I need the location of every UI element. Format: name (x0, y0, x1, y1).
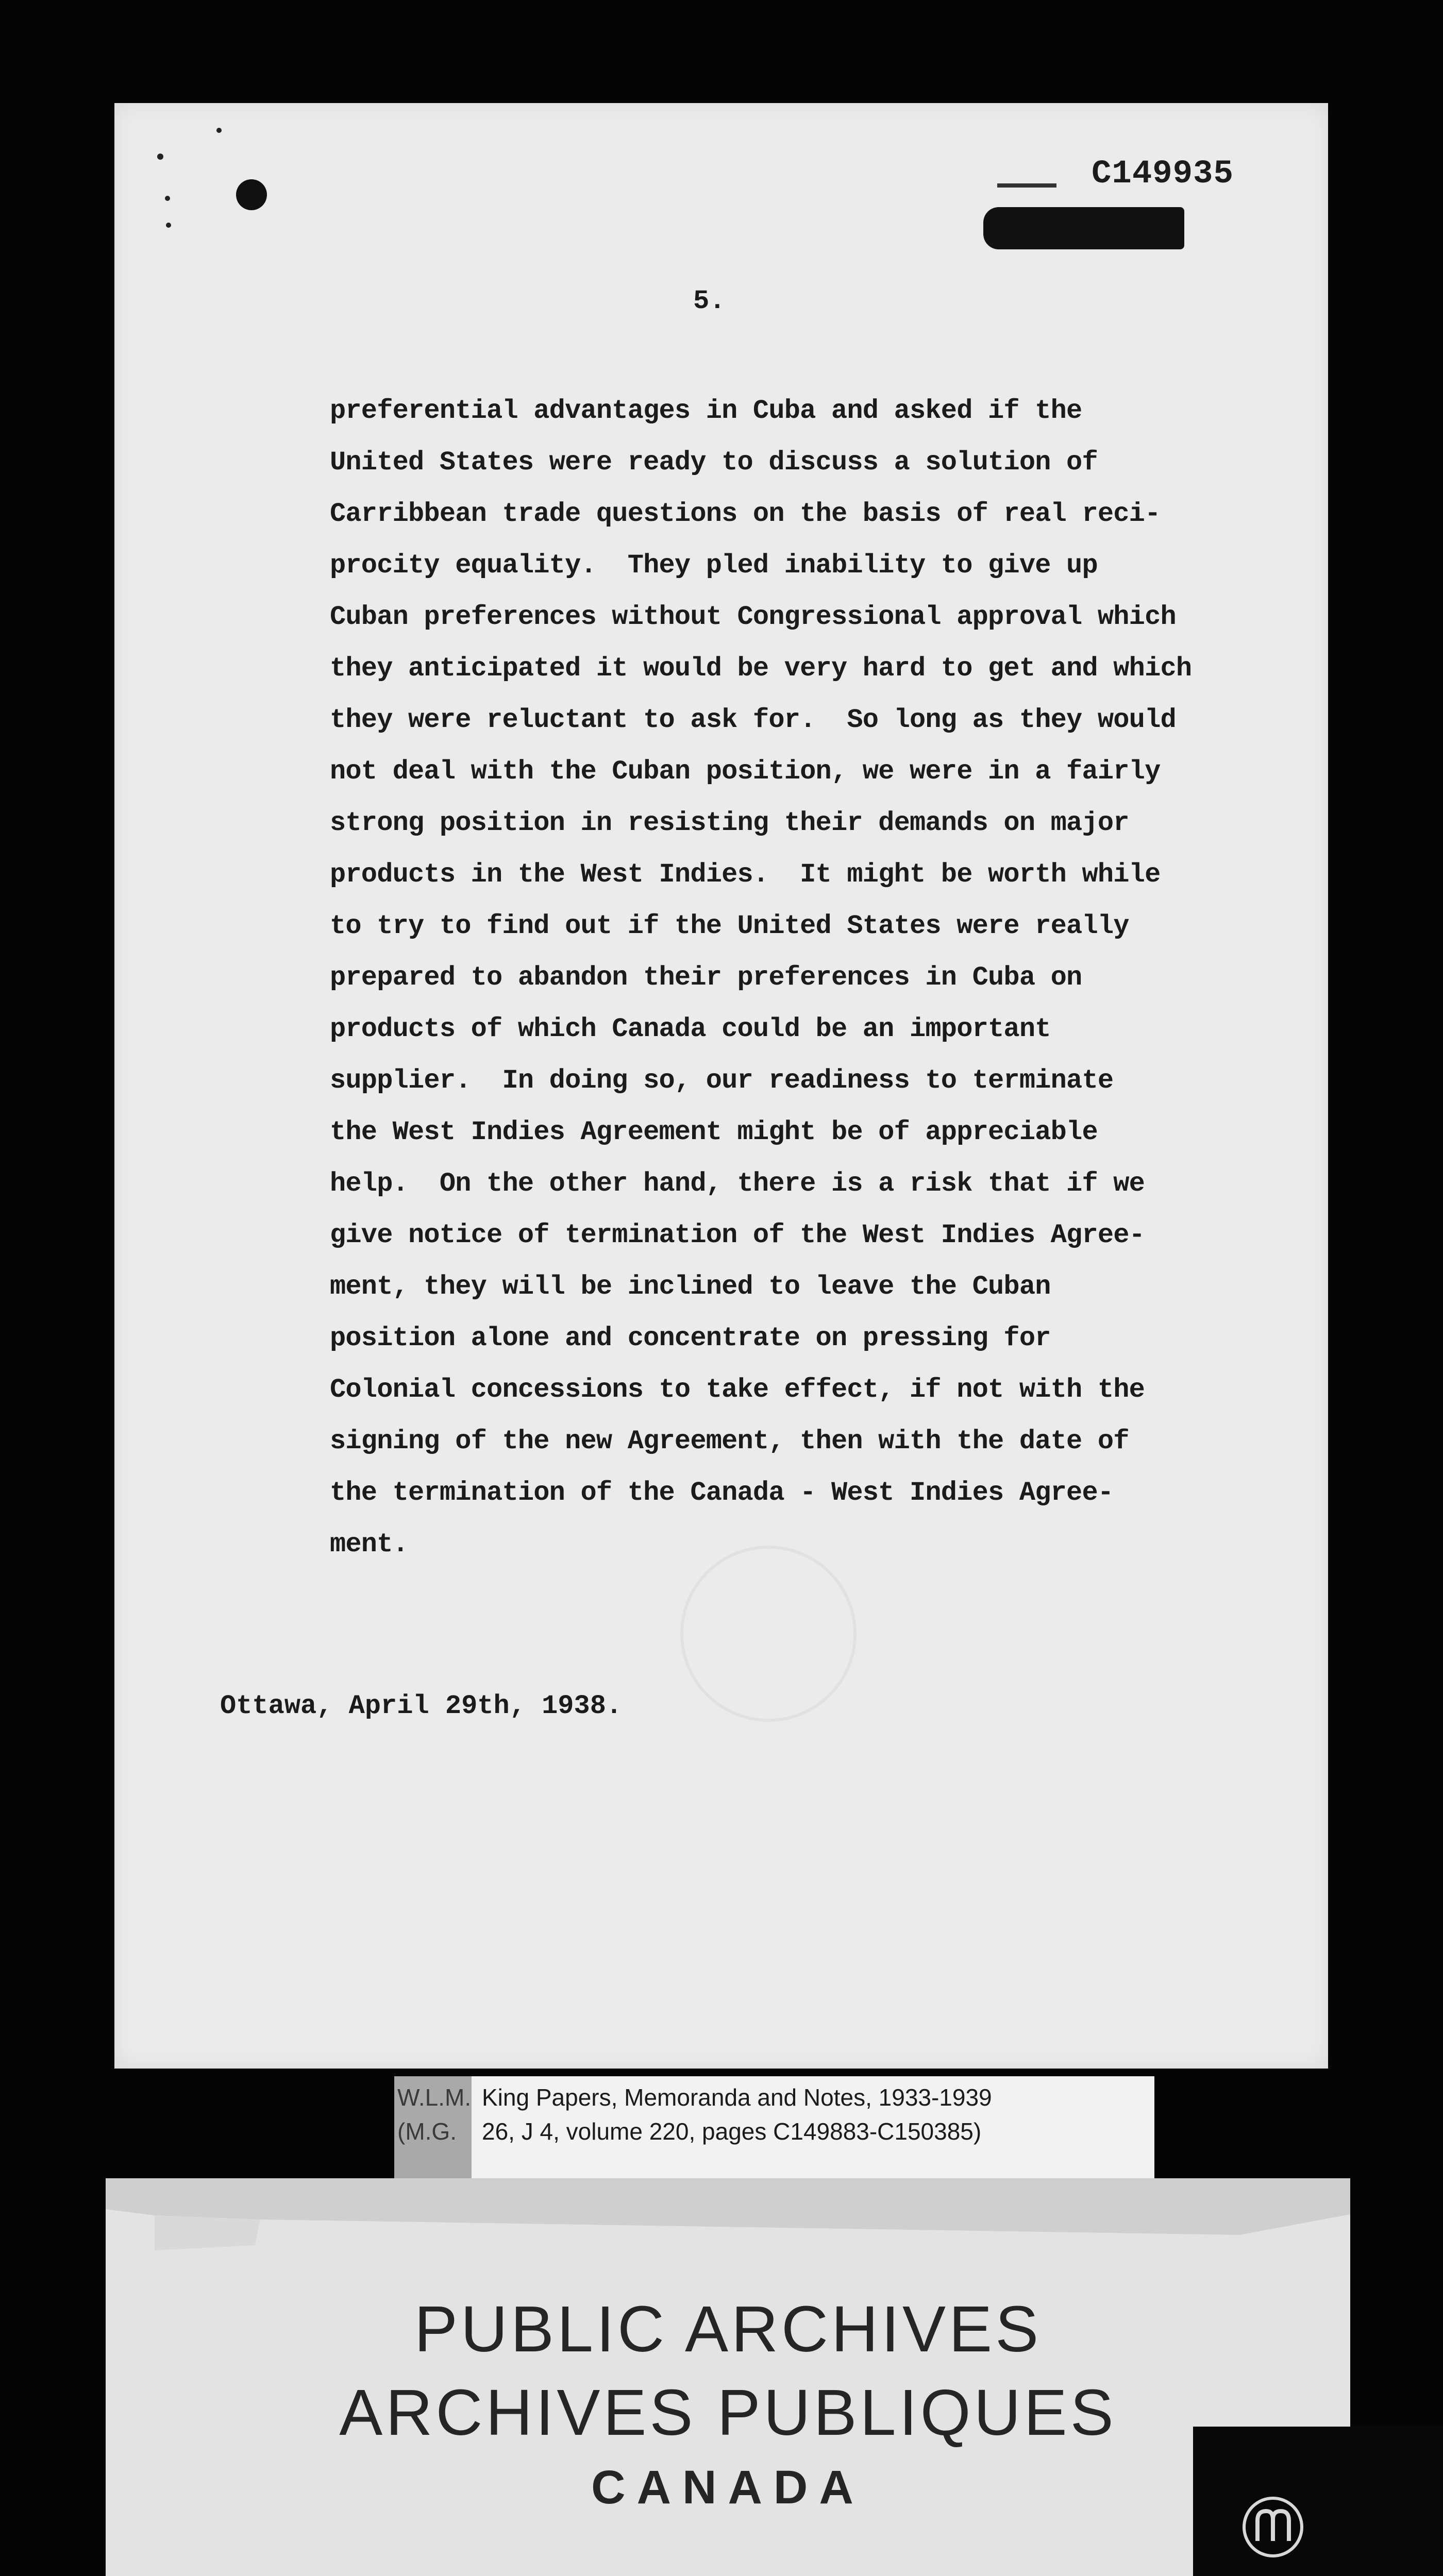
number-dash (997, 183, 1056, 188)
document-number: C149935 (1092, 156, 1234, 193)
body-line: give notice of termination of the West Indies Agree- (330, 1220, 1145, 1250)
body-line: position alone and concentrate on pressing for (330, 1323, 1051, 1353)
body-line: prepared to abandon their preferences in Cuba on (330, 962, 1082, 993)
card-folded-edge (106, 2178, 1350, 2261)
body-line: ment. (330, 1529, 409, 1560)
paper-speck (165, 196, 170, 201)
body-line: they anticipated it would be very hard to get and which (330, 653, 1192, 684)
archives-card (106, 2178, 1350, 2576)
paper-speck (216, 128, 222, 133)
body-line: United States were ready to discuss a solution of (330, 447, 1098, 478)
body-line: they were reluctant to ask for. So long as they would (330, 705, 1176, 735)
memo-body (330, 385, 1206, 1570)
body-line: to try to find out if the United States were really (330, 911, 1129, 941)
card-heading-en: PUBLIC ARCHIVES (414, 2293, 1042, 2365)
body-line: supplier. In doing so, our readiness to terminate (330, 1065, 1114, 1096)
archives-canada-logo-icon (1239, 2494, 1306, 2561)
body-line: Cuban preferences without Congressional approval which (330, 602, 1176, 632)
body-line: preferential advantages in Cuba and asked if the (330, 396, 1082, 426)
body-line: the West Indies Agreement might be of appreciable (330, 1117, 1098, 1147)
dark-corner (1193, 2427, 1443, 2576)
reference-line: 26, J 4, volume 220, pages C149883-C150385) (482, 2118, 982, 2145)
reference-line: King Papers, Memoranda and Notes, 1933-1939 (482, 2084, 992, 2111)
body-line: products of which Canada could be an important (330, 1014, 1051, 1044)
card-country: CANADA (591, 2461, 865, 2514)
body-line: strong position in resisting their demands on major (330, 808, 1129, 838)
body-line: the termination of the Canada - West Indies Agree- (330, 1478, 1114, 1508)
watermark-stamp (680, 1546, 857, 1722)
body-line: Carribbean trade questions on the basis of real reci- (330, 499, 1161, 529)
punch-hole-icon (236, 179, 267, 210)
body-line: not deal with the Cuban position, we were in a fairly (330, 756, 1161, 787)
body-line: Colonial concessions to take effect, if not with the (330, 1375, 1145, 1405)
dateline: Ottawa, April 29th, 1938. (220, 1691, 623, 1721)
redaction-bar (983, 207, 1184, 249)
reference-strip (394, 2076, 1154, 2179)
body-line: signing of the new Agreement, then with the date of (330, 1426, 1129, 1456)
reference-code: (M.G. (397, 2118, 457, 2145)
paper-speck (157, 154, 163, 160)
paper-speck (166, 223, 171, 228)
body-line: help. On the other hand, there is a risk that if we (330, 1168, 1145, 1199)
reference-code: W.L.M. (397, 2084, 472, 2111)
body-line: procity equality. They pled inability to give up (330, 550, 1098, 581)
body-line: ment, they will be inclined to leave the Cuban (330, 1272, 1051, 1302)
page-number: 5. (693, 286, 726, 316)
body-line: products in the West Indies. It might be worth while (330, 859, 1161, 890)
card-heading-fr: ARCHIVES PUBLIQUES (339, 2376, 1117, 2449)
